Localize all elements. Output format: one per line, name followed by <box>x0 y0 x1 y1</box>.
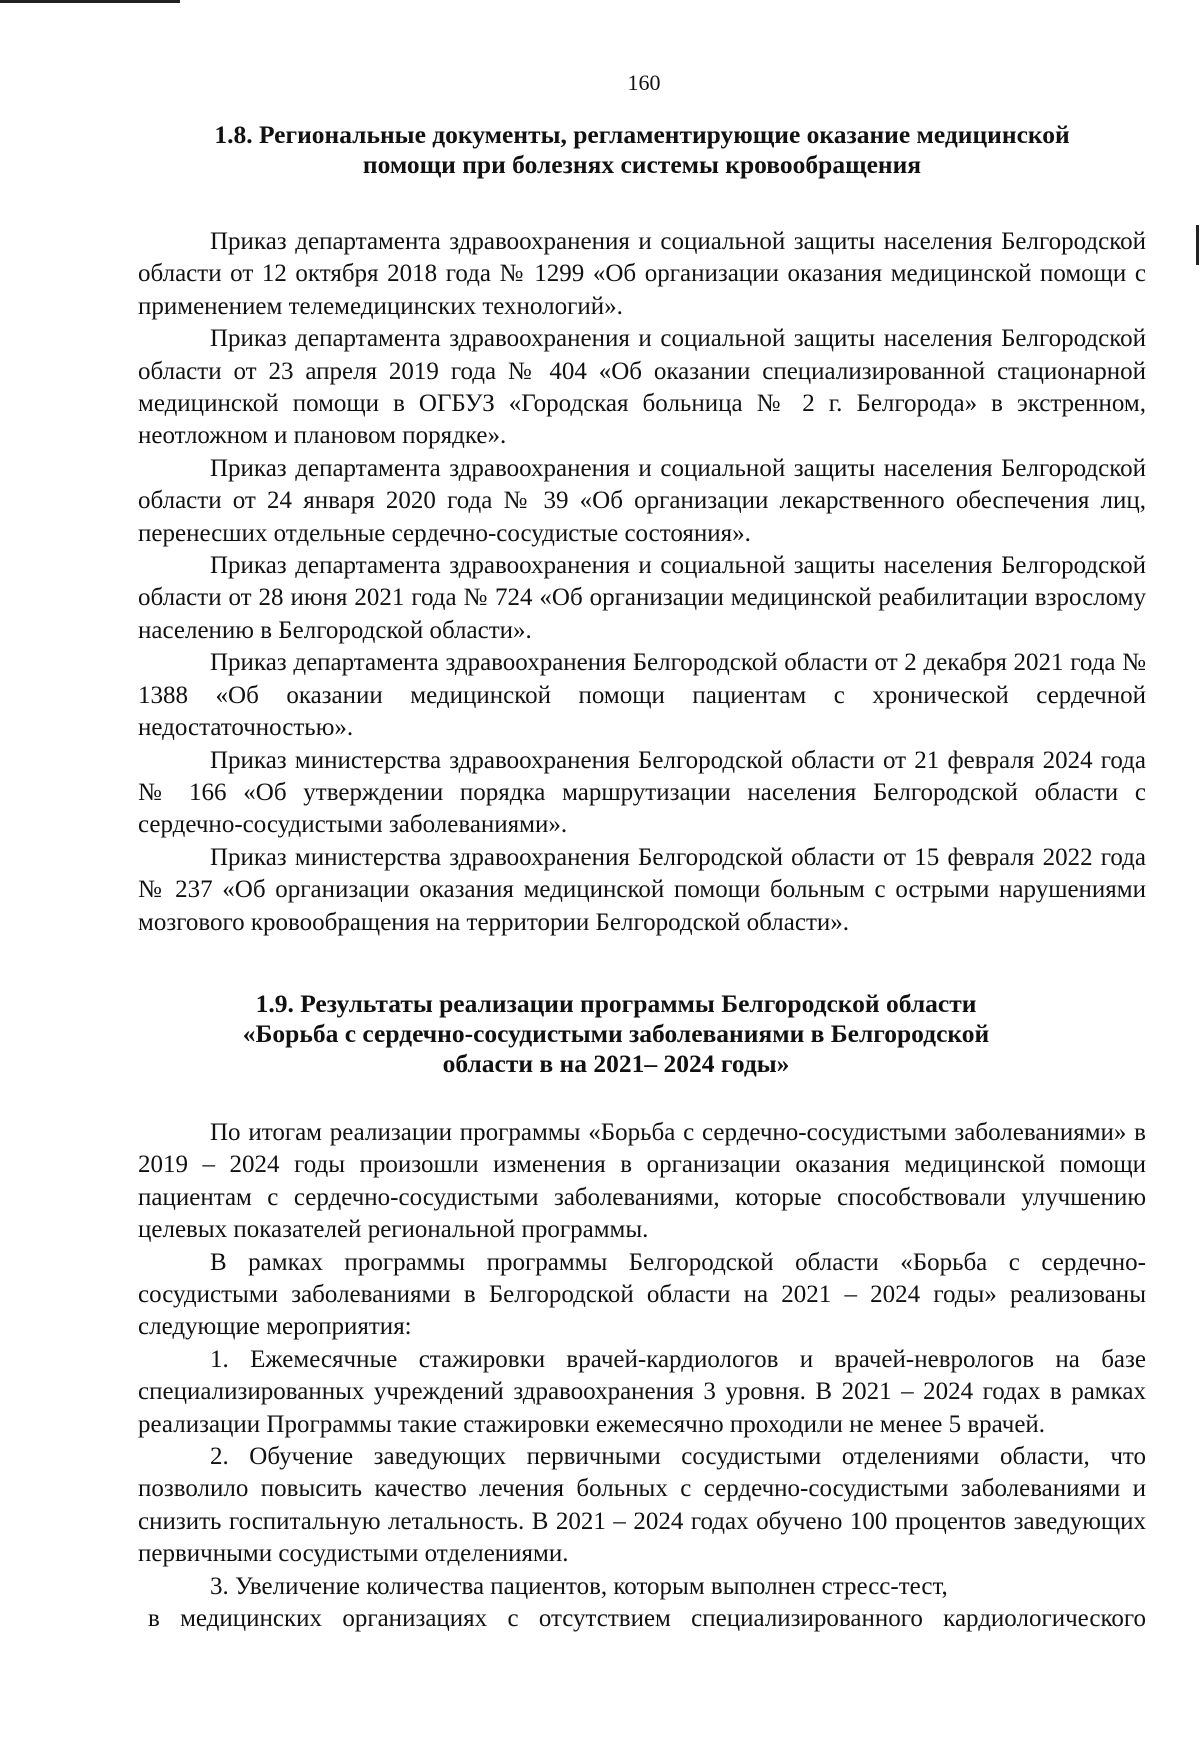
heading-line: помощи при болезнях системы кровообращения <box>362 150 922 179</box>
paragraph: По итогам реализации программы «Борьба с сердечно-сосудистыми заболеваниями» в 2019 – 2024 годы произошли изменения в организации оказания медицинской помощи пациентам с сердечно-сосудистыми заболеваниями, которые способствовали улучшению целевых показателей региональной программы. <box>138 1118 1146 1244</box>
heading-line: 1.9. Результаты реализации программы Белгородской области <box>255 988 977 1018</box>
heading-line: 1.8. Региональные документы, регламентирующие оказание медицинской <box>214 120 1070 149</box>
document-page <box>138 68 1146 1635</box>
paragraph: Приказ департамента здравоохранения и социальной защиты населения Белгородской области от 12 октября 2018 года № 1299 «Об организации оказания медицинской помощи с применением телемедицинских технологий». <box>138 228 1146 320</box>
section-1-9-body <box>138 1117 1146 1636</box>
paragraph: Приказ департамента здравоохранения Белгородской области от 2 декабря 2021 года № 1388 «Об оказании медицинской помощи пациентам с хронической сердечной недостаточностью». <box>138 649 1146 742</box>
paragraph: Приказ департамента здравоохранения и социальной защиты населения Белгородской области от 23 апреля 2019 года № 404 «Об оказании специализированной стационарной медицинской помощи в ОГБУЗ «Городская больница № 2 г. Белгорода» в экстренном, неотложном и плановом порядке». <box>138 325 1146 450</box>
paragraph: Приказ департамента здравоохранения и социальной защиты населения Белгородской области от 24 января 2020 года № 39 «Об организации лекарственного обеспечения лиц, перенесших отдельные сердечно-сосудистые состояния». <box>138 454 1146 547</box>
section-heading-1-9 <box>86 989 1146 1079</box>
list-item: 2. Обучение заведующих первичными сосудистыми отделениями области, что позволило повысить качество лечения больных с сердечно-сосудистыми заболеваниями и снизить госпитальную летальность. В 2021 – 2024 годах обучено 100 процентов заведующих первичными сосудистыми отделениями. <box>138 1443 1146 1568</box>
scan-margin-mark <box>1196 225 1199 265</box>
paragraph: Приказ департамента здравоохранения и социальной защиты населения Белгородской области от 28 июня 2021 года № 724 «Об организации медицинской реабилитации взрослому населению в Белгородской области». <box>138 552 1146 644</box>
list-item: 1. Ежемесячные стажировки врачей-кардиологов и врачей-неврологов на базе специализированных учреждений здравоохранения 3 уровня. В 2021 – 2024 годах в рамках реализации Программы такие стажировки ежемесячно проходили не менее 5 врачей. <box>138 1345 1146 1438</box>
continued-line: в медицинских организациях с отсутствием специализированного кардиологического <box>148 1605 1146 1633</box>
heading-line: «Борьба с сердечно-сосудистыми заболеваниями в Белгородской <box>242 1018 990 1048</box>
scan-edge-mark <box>0 0 180 3</box>
section-heading-1-8 <box>138 120 1146 180</box>
paragraph: Приказ министерства здравоохранения Белгородской области от 15 февраля 2022 года № 237 «Об организации оказания медицинской помощи больным с острыми нарушениями мозгового кровообращения на территории Белгородской области». <box>138 843 1146 936</box>
heading-line: области в на 2021– 2024 годы» <box>442 1048 790 1078</box>
section-1-8-body <box>138 226 1146 939</box>
page-number: 160 <box>627 70 661 95</box>
paragraph: В рамках программы программы Белгородской области «Борьба с сердечно-сосудистыми заболеваниями в Белгородской области на 2021 – 2024 годы» реализованы следующие мероприятия: <box>138 1248 1146 1341</box>
list-item: 3. Увеличение количества пациентов, которым выполнен стресс-тест, <box>210 1572 948 1600</box>
paragraph: Приказ министерства здравоохранения Белгородской области от 21 февраля 2024 года № 166 «Об утверждении порядка маршрутизации населения Белгородской области с сердечно-сосудистыми заболеваниями». <box>138 746 1146 839</box>
